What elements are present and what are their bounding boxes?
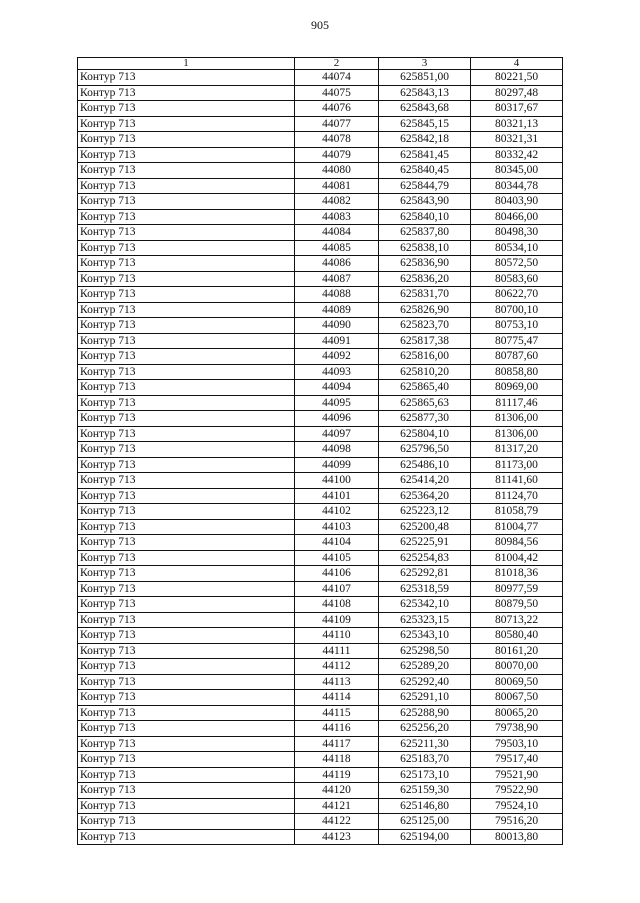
table-row [78,814,563,830]
column-header-4: 4 [471,58,563,70]
point-number-cell: 44093 [295,364,379,380]
contour-name-cell: Контур 713 [78,395,295,411]
x-coordinate-cell: 625125,00 [379,814,471,830]
x-coordinate-cell: 625840,10 [379,209,471,225]
point-number-cell: 44095 [295,395,379,411]
y-coordinate-cell: 80984,56 [471,535,563,551]
contour-name-cell: Контур 713 [78,209,295,225]
table-row [78,380,563,396]
table-row [78,798,563,814]
table-row [78,519,563,535]
y-coordinate-cell: 80787,60 [471,349,563,365]
x-coordinate-cell: 625291,10 [379,690,471,706]
table-row [78,457,563,473]
contour-name-cell: Контур 713 [78,566,295,582]
column-header-3: 3 [379,58,471,70]
point-number-cell: 44114 [295,690,379,706]
contour-name-cell: Контур 713 [78,488,295,504]
x-coordinate-cell: 625318,59 [379,581,471,597]
y-coordinate-cell: 80065,20 [471,705,563,721]
contour-name-cell: Контур 713 [78,287,295,303]
table-row [78,628,563,644]
contour-name-cell: Контур 713 [78,628,295,644]
contour-name-cell: Контур 713 [78,597,295,613]
point-number-cell: 44090 [295,318,379,334]
table-row [78,783,563,799]
point-number-cell: 44080 [295,163,379,179]
x-coordinate-cell: 625796,50 [379,442,471,458]
x-coordinate-cell: 625254,83 [379,550,471,566]
table-row [78,101,563,117]
coordinates-table-container [77,57,563,845]
contour-name-cell: Контур 713 [78,535,295,551]
point-number-cell: 44096 [295,411,379,427]
contour-name-cell: Контур 713 [78,457,295,473]
table-row [78,411,563,427]
point-number-cell: 44078 [295,132,379,148]
x-coordinate-cell: 625343,10 [379,628,471,644]
y-coordinate-cell: 81058,79 [471,504,563,520]
y-coordinate-cell: 79524,10 [471,798,563,814]
y-coordinate-cell: 80713,22 [471,612,563,628]
point-number-cell: 44111 [295,643,379,659]
x-coordinate-cell: 625292,81 [379,566,471,582]
point-number-cell: 44076 [295,101,379,117]
table-row [78,302,563,318]
point-number-cell: 44079 [295,147,379,163]
y-coordinate-cell: 80332,42 [471,147,563,163]
contour-name-cell: Контур 713 [78,349,295,365]
x-coordinate-cell: 625323,15 [379,612,471,628]
x-coordinate-cell: 625183,70 [379,752,471,768]
contour-name-cell: Контур 713 [78,690,295,706]
contour-name-cell: Контур 713 [78,225,295,241]
contour-name-cell: Контур 713 [78,550,295,566]
contour-name-cell: Контур 713 [78,163,295,179]
point-number-cell: 44086 [295,256,379,272]
table-row [78,767,563,783]
y-coordinate-cell: 81117,46 [471,395,563,411]
table-row [78,349,563,365]
coordinates-table [77,57,563,845]
y-coordinate-cell: 80013,80 [471,829,563,845]
y-coordinate-cell: 81306,00 [471,411,563,427]
point-number-cell: 44113 [295,674,379,690]
table-row [78,597,563,613]
x-coordinate-cell: 625877,30 [379,411,471,427]
y-coordinate-cell: 81141,60 [471,473,563,489]
table-row [78,442,563,458]
point-number-cell: 44120 [295,783,379,799]
y-coordinate-cell: 79522,90 [471,783,563,799]
table-row [78,736,563,752]
point-number-cell: 44123 [295,829,379,845]
table-row [78,287,563,303]
point-number-cell: 44092 [295,349,379,365]
y-coordinate-cell: 80879,50 [471,597,563,613]
point-number-cell: 44104 [295,535,379,551]
y-coordinate-cell: 80858,80 [471,364,563,380]
x-coordinate-cell: 625256,20 [379,721,471,737]
x-coordinate-cell: 625826,90 [379,302,471,318]
point-number-cell: 44121 [295,798,379,814]
contour-name-cell: Контур 713 [78,256,295,272]
y-coordinate-cell: 80161,20 [471,643,563,659]
y-coordinate-cell: 80534,10 [471,240,563,256]
table-row [78,829,563,845]
y-coordinate-cell: 80321,13 [471,116,563,132]
y-coordinate-cell: 80069,50 [471,674,563,690]
table-body [78,70,563,845]
contour-name-cell: Контур 713 [78,752,295,768]
x-coordinate-cell: 625364,20 [379,488,471,504]
contour-name-cell: Контур 713 [78,814,295,830]
point-number-cell: 44100 [295,473,379,489]
table-row [78,674,563,690]
contour-name-cell: Контур 713 [78,473,295,489]
point-number-cell: 44109 [295,612,379,628]
x-coordinate-cell: 625843,90 [379,194,471,210]
y-coordinate-cell: 79516,20 [471,814,563,830]
x-coordinate-cell: 625414,20 [379,473,471,489]
y-coordinate-cell: 80317,67 [471,101,563,117]
table-row [78,318,563,334]
point-number-cell: 44087 [295,271,379,287]
y-coordinate-cell: 81173,00 [471,457,563,473]
table-row [78,752,563,768]
y-coordinate-cell: 79517,40 [471,752,563,768]
y-coordinate-cell: 80498,30 [471,225,563,241]
table-row [78,178,563,194]
point-number-cell: 44077 [295,116,379,132]
x-coordinate-cell: 625298,50 [379,643,471,659]
y-coordinate-cell: 80466,00 [471,209,563,225]
contour-name-cell: Контур 713 [78,85,295,101]
column-header-2: 2 [295,58,379,70]
point-number-cell: 44074 [295,70,379,86]
contour-name-cell: Контур 713 [78,426,295,442]
contour-name-cell: Контур 713 [78,380,295,396]
contour-name-cell: Контур 713 [78,705,295,721]
point-number-cell: 44118 [295,752,379,768]
y-coordinate-cell: 81004,42 [471,550,563,566]
y-coordinate-cell: 80977,59 [471,581,563,597]
x-coordinate-cell: 625823,70 [379,318,471,334]
table-row [78,581,563,597]
y-coordinate-cell: 80580,40 [471,628,563,644]
y-coordinate-cell: 80070,00 [471,659,563,675]
table-row [78,163,563,179]
point-number-cell: 44116 [295,721,379,737]
table-row [78,705,563,721]
x-coordinate-cell: 625194,00 [379,829,471,845]
table-row [78,488,563,504]
x-coordinate-cell: 625289,20 [379,659,471,675]
point-number-cell: 44101 [295,488,379,504]
contour-name-cell: Контур 713 [78,147,295,163]
point-number-cell: 44098 [295,442,379,458]
point-number-cell: 44102 [295,504,379,520]
table-row [78,147,563,163]
x-coordinate-cell: 625159,30 [379,783,471,799]
x-coordinate-cell: 625836,90 [379,256,471,272]
contour-name-cell: Контур 713 [78,318,295,334]
contour-name-cell: Контур 713 [78,70,295,86]
point-number-cell: 44105 [295,550,379,566]
contour-name-cell: Контур 713 [78,302,295,318]
point-number-cell: 44122 [295,814,379,830]
table-row [78,333,563,349]
y-coordinate-cell: 81317,20 [471,442,563,458]
table-row [78,85,563,101]
point-number-cell: 44089 [295,302,379,318]
x-coordinate-cell: 625146,80 [379,798,471,814]
contour-name-cell: Контур 713 [78,783,295,799]
table-row [78,504,563,520]
x-coordinate-cell: 625865,63 [379,395,471,411]
y-coordinate-cell: 80969,00 [471,380,563,396]
y-coordinate-cell: 80403,90 [471,194,563,210]
y-coordinate-cell: 80700,10 [471,302,563,318]
point-number-cell: 44097 [295,426,379,442]
table-row [78,240,563,256]
contour-name-cell: Контур 713 [78,333,295,349]
x-coordinate-cell: 625838,10 [379,240,471,256]
x-coordinate-cell: 625288,90 [379,705,471,721]
y-coordinate-cell: 80775,47 [471,333,563,349]
point-number-cell: 44091 [295,333,379,349]
y-coordinate-cell: 79738,90 [471,721,563,737]
y-coordinate-cell: 81124,70 [471,488,563,504]
x-coordinate-cell: 625837,80 [379,225,471,241]
x-coordinate-cell: 625851,00 [379,70,471,86]
page-number: 905 [311,18,329,32]
contour-name-cell: Контур 713 [78,194,295,210]
x-coordinate-cell: 625211,30 [379,736,471,752]
y-coordinate-cell: 80572,50 [471,256,563,272]
y-coordinate-cell: 80345,00 [471,163,563,179]
contour-name-cell: Контур 713 [78,674,295,690]
point-number-cell: 44119 [295,767,379,783]
table-row [78,194,563,210]
point-number-cell: 44094 [295,380,379,396]
x-coordinate-cell: 625223,12 [379,504,471,520]
y-coordinate-cell: 80297,48 [471,85,563,101]
table-row [78,659,563,675]
table-row [78,364,563,380]
contour-name-cell: Контур 713 [78,504,295,520]
x-coordinate-cell: 625865,40 [379,380,471,396]
contour-name-cell: Контур 713 [78,721,295,737]
table-row [78,70,563,86]
y-coordinate-cell: 80753,10 [471,318,563,334]
x-coordinate-cell: 625342,10 [379,597,471,613]
point-number-cell: 44085 [295,240,379,256]
contour-name-cell: Контур 713 [78,240,295,256]
point-number-cell: 44099 [295,457,379,473]
x-coordinate-cell: 625200,48 [379,519,471,535]
point-number-cell: 44088 [295,287,379,303]
x-coordinate-cell: 625817,38 [379,333,471,349]
y-coordinate-cell: 79521,90 [471,767,563,783]
table-row [78,535,563,551]
table-header-row [78,58,563,70]
y-coordinate-cell: 81004,77 [471,519,563,535]
point-number-cell: 44081 [295,178,379,194]
contour-name-cell: Контур 713 [78,829,295,845]
point-number-cell: 44083 [295,209,379,225]
y-coordinate-cell: 80321,31 [471,132,563,148]
contour-name-cell: Контур 713 [78,411,295,427]
contour-name-cell: Контур 713 [78,798,295,814]
point-number-cell: 44082 [295,194,379,210]
x-coordinate-cell: 625804,10 [379,426,471,442]
contour-name-cell: Контур 713 [78,271,295,287]
contour-name-cell: Контур 713 [78,581,295,597]
y-coordinate-cell: 81306,00 [471,426,563,442]
table-row [78,209,563,225]
table-row [78,550,563,566]
contour-name-cell: Контур 713 [78,736,295,752]
x-coordinate-cell: 625843,13 [379,85,471,101]
column-header-1: 1 [78,58,295,70]
point-number-cell: 44106 [295,566,379,582]
y-coordinate-cell: 81018,36 [471,566,563,582]
y-coordinate-cell: 80067,50 [471,690,563,706]
table-row [78,426,563,442]
y-coordinate-cell: 80221,50 [471,70,563,86]
table-row [78,612,563,628]
contour-name-cell: Контур 713 [78,364,295,380]
contour-name-cell: Контур 713 [78,442,295,458]
contour-name-cell: Контур 713 [78,116,295,132]
x-coordinate-cell: 625225,91 [379,535,471,551]
table-row [78,225,563,241]
contour-name-cell: Контур 713 [78,767,295,783]
contour-name-cell: Контур 713 [78,612,295,628]
x-coordinate-cell: 625292,40 [379,674,471,690]
x-coordinate-cell: 625831,70 [379,287,471,303]
point-number-cell: 44103 [295,519,379,535]
x-coordinate-cell: 625816,00 [379,349,471,365]
x-coordinate-cell: 625810,20 [379,364,471,380]
point-number-cell: 44112 [295,659,379,675]
table-row [78,132,563,148]
contour-name-cell: Контур 713 [78,132,295,148]
y-coordinate-cell: 80583,60 [471,271,563,287]
table-row [78,271,563,287]
table-row [78,721,563,737]
x-coordinate-cell: 625845,15 [379,116,471,132]
point-number-cell: 44117 [295,736,379,752]
table-row [78,690,563,706]
y-coordinate-cell: 80344,78 [471,178,563,194]
y-coordinate-cell: 79503,10 [471,736,563,752]
x-coordinate-cell: 625173,10 [379,767,471,783]
contour-name-cell: Контур 713 [78,659,295,675]
point-number-cell: 44075 [295,85,379,101]
contour-name-cell: Контур 713 [78,101,295,117]
x-coordinate-cell: 625486,10 [379,457,471,473]
table-row [78,473,563,489]
table-row [78,395,563,411]
table-row [78,116,563,132]
point-number-cell: 44115 [295,705,379,721]
x-coordinate-cell: 625842,18 [379,132,471,148]
table-row [78,643,563,659]
y-coordinate-cell: 80622,70 [471,287,563,303]
table-row [78,566,563,582]
x-coordinate-cell: 625841,45 [379,147,471,163]
x-coordinate-cell: 625844,79 [379,178,471,194]
point-number-cell: 44107 [295,581,379,597]
contour-name-cell: Контур 713 [78,519,295,535]
point-number-cell: 44084 [295,225,379,241]
x-coordinate-cell: 625843,68 [379,101,471,117]
contour-name-cell: Контур 713 [78,178,295,194]
point-number-cell: 44110 [295,628,379,644]
contour-name-cell: Контур 713 [78,643,295,659]
x-coordinate-cell: 625840,45 [379,163,471,179]
point-number-cell: 44108 [295,597,379,613]
table-row [78,256,563,272]
x-coordinate-cell: 625836,20 [379,271,471,287]
